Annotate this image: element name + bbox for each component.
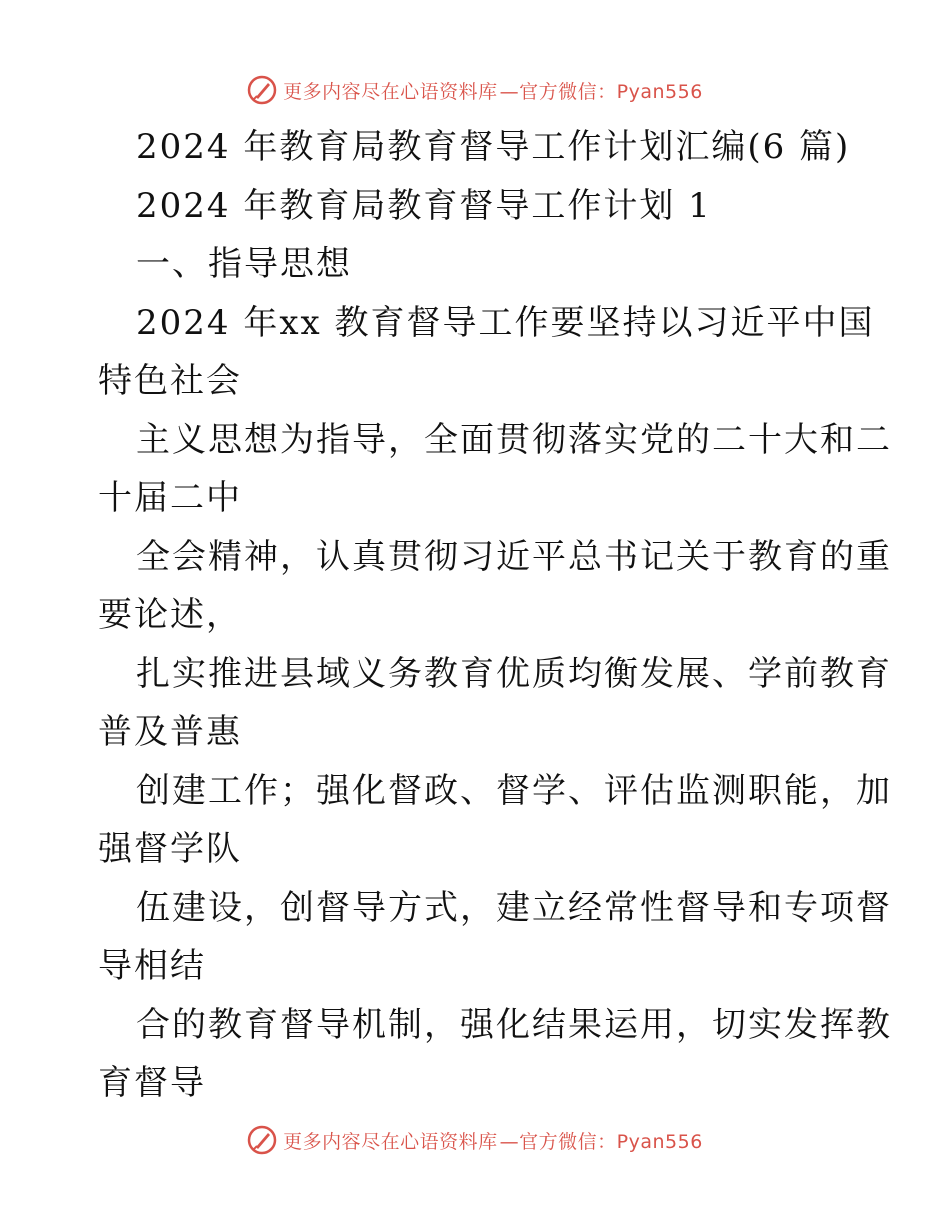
document-title: 2024 年教育局教育督导工作计划汇编(6 篇) (136, 127, 851, 167)
watermark-brand-text: 更多内容尽在心语资料库 (283, 80, 498, 103)
paragraph-line: 合的教育督导机制，强化结果运用，切实发挥教 (136, 1004, 892, 1045)
paragraph-line: 特色社会 (98, 361, 242, 401)
paragraph-line: 普及普惠 (98, 712, 242, 752)
paragraph-line: 扎实推进县域义务教育优质均衡发展、学前教育 (136, 653, 892, 694)
watermark-contact-text: —官方微信：Pyan556 (499, 80, 703, 103)
watermark-brand-text: 更多内容尽在心语资料库 (283, 1130, 498, 1153)
section-heading: 一、指导思想 (136, 244, 352, 284)
footer-watermark (0, 1120, 950, 1160)
paragraph-line: 要论述， (98, 595, 242, 635)
paragraph-line: 创建工作；强化督政、督学、评估监测职能，加 (136, 770, 892, 811)
paragraph-line: 伍建设，创督导方式，建立经常性督导和专项督 (136, 887, 892, 928)
quill-pen-logo-icon (247, 75, 277, 105)
paragraph-line: 育督导 (98, 1063, 206, 1103)
paragraph-line: 主义思想为指导，全面贯彻落实党的二十大和二 (136, 419, 892, 460)
header-watermark (0, 70, 950, 110)
paragraph-line: 全会精神，认真贯彻习近平总书记关于教育的重 (136, 536, 892, 577)
document-body (98, 118, 892, 1113)
paragraph-line: 导相结 (98, 946, 206, 986)
paragraph-line: 2024 年xx 教育督导工作要坚持以习近平中国 (136, 302, 875, 343)
paragraph-line: 十届二中 (98, 478, 242, 518)
paragraph-line: 强督学队 (98, 829, 242, 869)
quill-pen-logo-icon (247, 1125, 277, 1155)
watermark-contact-text: —官方微信：Pyan556 (499, 1130, 703, 1153)
section-title: 2024 年教育局教育督导工作计划 1 (136, 185, 712, 226)
